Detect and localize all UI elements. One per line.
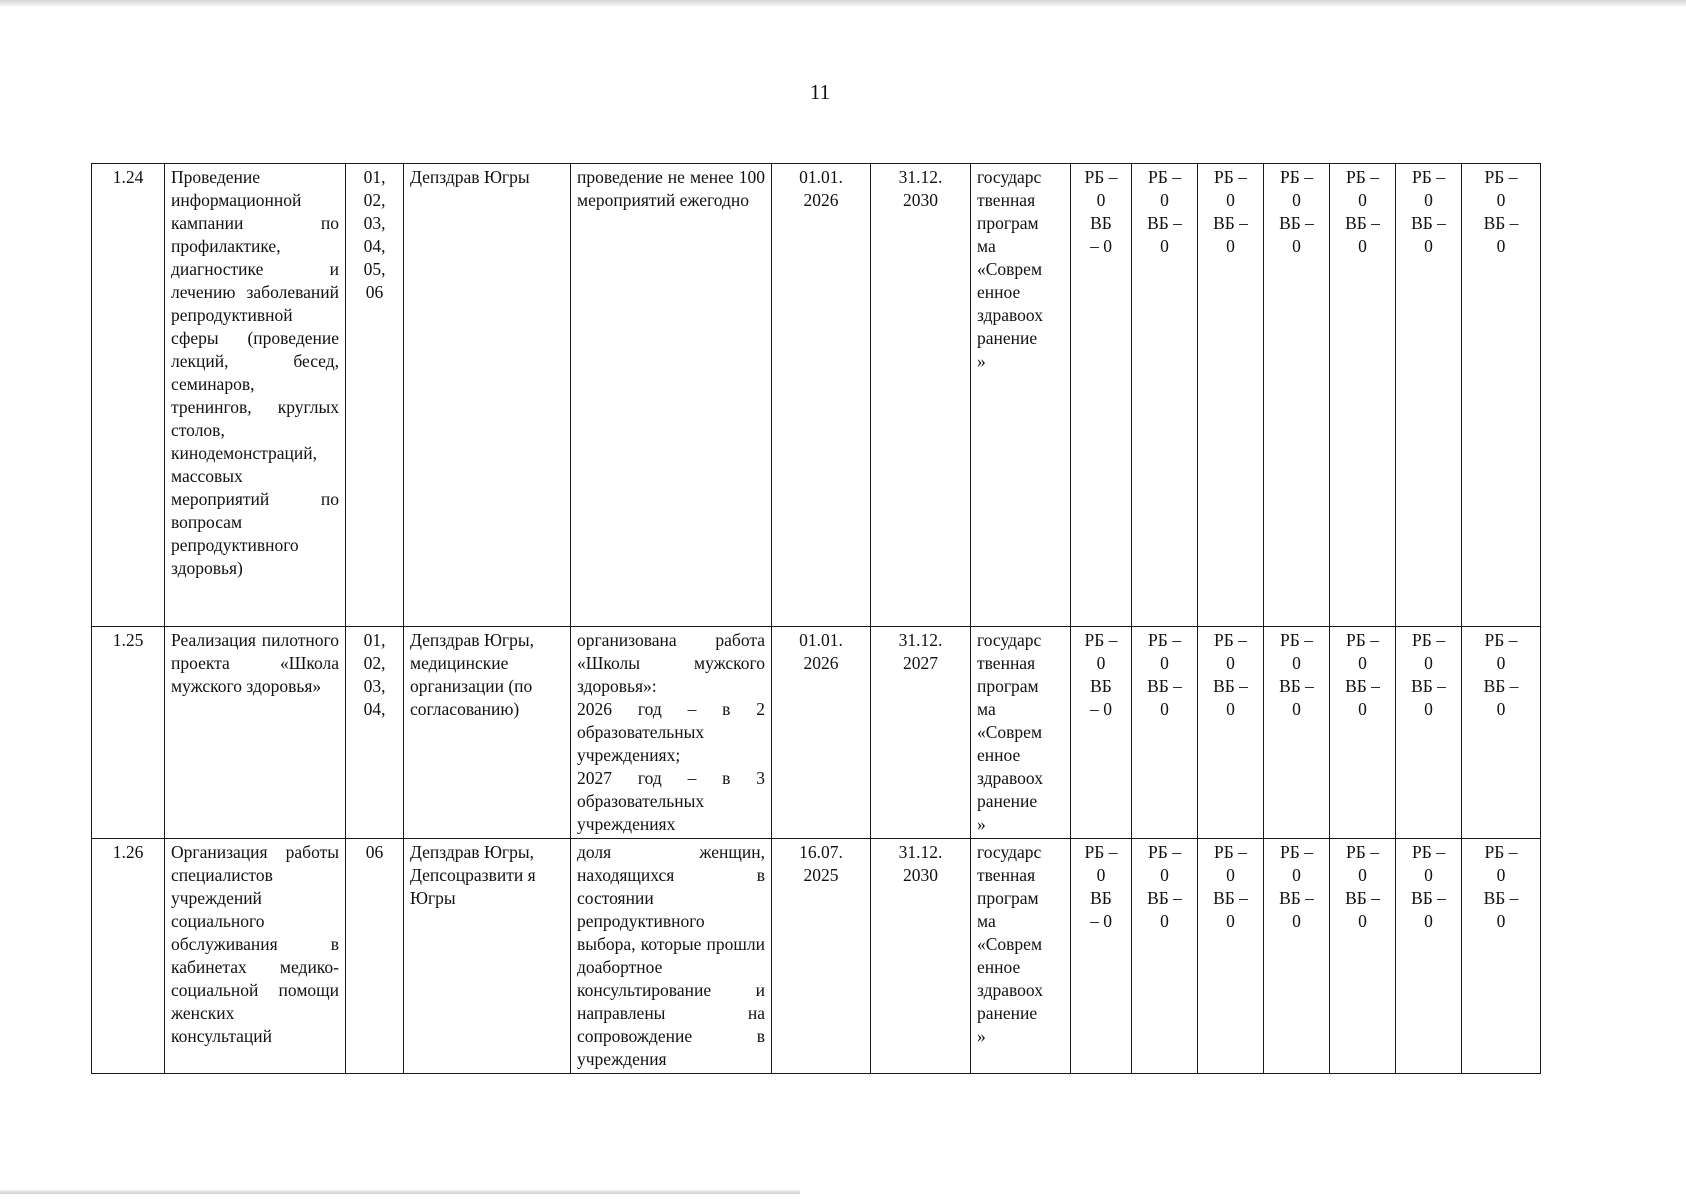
expected-result	[571, 627, 772, 839]
start-date	[772, 627, 871, 839]
start-date-text: 01.01. 2026	[799, 630, 843, 673]
funding-cell-text: РБ – 0 ВБ – 0	[1213, 167, 1248, 256]
funding-cell	[1264, 164, 1330, 627]
end-date	[871, 627, 971, 839]
funding-source-text: государс твенная програм ма «Соврем енное здравоох ранение »	[977, 167, 1043, 371]
end-date	[871, 164, 971, 627]
funding-cell-text: РБ – 0 ВБ – 0	[1084, 630, 1118, 719]
funding-cell-text: РБ – 0 ВБ – 0	[1084, 842, 1118, 931]
row-number: 1.24	[92, 164, 165, 627]
task-codes	[346, 164, 404, 627]
funding-cell-text: РБ – 0 ВБ – 0	[1147, 630, 1182, 719]
funding-cell-text: РБ – 0 ВБ – 0	[1147, 842, 1182, 931]
funding-cell	[1132, 164, 1198, 627]
funding-cell	[1198, 627, 1264, 839]
task-codes-text: 01, 02, 03, 04,	[363, 630, 386, 719]
funding-cell	[1462, 839, 1541, 1074]
table-row	[92, 627, 1541, 839]
funding-cell-text: РБ – 0 ВБ – 0	[1279, 842, 1314, 931]
table-row	[92, 839, 1541, 1074]
measure-name: Реализация пилотного проекта «Школа мужского здоровья»	[165, 627, 346, 839]
task-codes	[346, 839, 404, 1074]
funding-cell-text: РБ – 0 ВБ – 0	[1084, 167, 1118, 256]
funding-cell	[1264, 627, 1330, 839]
funding-cell	[1071, 164, 1132, 627]
funding-source-text: государс твенная програм ма «Соврем енное здравоох ранение »	[977, 630, 1043, 834]
funding-cell-text: РБ – 0 ВБ – 0	[1345, 630, 1380, 719]
expected-result: проведение не менее 100 мероприятий ежегодно	[571, 164, 772, 627]
end-date-text: 31.12. 2030	[898, 842, 943, 885]
funding-cell	[1330, 839, 1396, 1074]
expected-result: доля женщин, находящихся в состоянии репродуктивного выбора, которые прошли доабортное консультирование и направлены на сопровождение в учреждения	[571, 839, 772, 1074]
funding-cell	[1396, 839, 1462, 1074]
funding-cell	[1198, 839, 1264, 1074]
page-number: 11	[809, 80, 831, 104]
funding-cell-text: РБ – 0 ВБ – 0	[1279, 167, 1314, 256]
scan-edge-top	[0, 0, 1686, 6]
funding-cell	[1462, 164, 1541, 627]
scan-edge-bottom	[0, 1190, 800, 1194]
funding-cell-text: РБ – 0 ВБ – 0	[1147, 167, 1182, 256]
start-date	[772, 164, 871, 627]
table-row	[92, 164, 1541, 627]
funding-cell	[1071, 839, 1132, 1074]
funding-cell-text: РБ – 0 ВБ – 0	[1411, 842, 1446, 931]
end-date-text: 31.12. 2030	[898, 167, 943, 210]
funding-source-text: государс твенная програм ма «Соврем енное здравоох ранение »	[977, 842, 1043, 1046]
funding-cell-text: РБ – 0 ВБ – 0	[1213, 842, 1248, 931]
funding-cell	[1264, 839, 1330, 1074]
start-date-text: 16.07. 2025	[799, 842, 843, 885]
row-number: 1.26	[92, 839, 165, 1074]
start-date	[772, 839, 871, 1074]
funding-cell	[1462, 627, 1541, 839]
funding-cell-text: РБ – 0 ВБ – 0	[1411, 167, 1446, 256]
funding-cell	[1396, 627, 1462, 839]
task-codes-text: 01, 02, 03, 04, 05, 06	[363, 167, 386, 302]
funding-cell	[1198, 164, 1264, 627]
funding-cell	[1330, 627, 1396, 839]
funding-cell	[1396, 164, 1462, 627]
responsible-executor: Депздрав Югры, медицинские организации (по согласованию)	[404, 627, 571, 839]
funding-cell-text: РБ – 0 ВБ – 0	[1345, 842, 1380, 931]
end-date	[871, 839, 971, 1074]
funding-cell-text: РБ – 0 ВБ – 0	[1279, 630, 1314, 719]
funding-cell-text: РБ – 0 ВБ – 0	[1483, 167, 1519, 256]
end-date-text: 31.12. 2027	[898, 630, 943, 673]
task-codes-text: 06	[365, 842, 384, 862]
funding-source	[971, 164, 1071, 627]
funding-cell-text: РБ – 0 ВБ – 0	[1483, 842, 1519, 931]
measures-table	[91, 163, 1541, 1074]
row-number: 1.25	[92, 627, 165, 839]
funding-cell	[1132, 839, 1198, 1074]
funding-cell-text: РБ – 0 ВБ – 0	[1411, 630, 1446, 719]
funding-cell-text: РБ – 0 ВБ – 0	[1345, 167, 1380, 256]
funding-cell	[1132, 627, 1198, 839]
responsible-executor: Депздрав Югры	[404, 164, 571, 627]
measure-name: Организация работы специалистов учреждений социального обслуживания в кабинетах медико-социальной помощи женских консультаций	[165, 839, 346, 1074]
funding-source	[971, 839, 1071, 1074]
task-codes	[346, 627, 404, 839]
funding-cell-text: РБ – 0 ВБ – 0	[1213, 630, 1248, 719]
funding-cell	[1071, 627, 1132, 839]
funding-cell	[1330, 164, 1396, 627]
start-date-text: 01.01. 2026	[799, 167, 843, 210]
funding-source	[971, 627, 1071, 839]
funding-cell-text: РБ – 0 ВБ – 0	[1483, 630, 1519, 719]
expected-result-text: организована работа «Школы мужского здоровья»: 2026 год – в 2 образовательных учреждениях; 2027 год – в 3 образовательных учреждениях	[577, 630, 765, 834]
measure-name: Проведение информационной кампании по профилактике, диагностике и лечению заболеваний репродуктивной сферы (проведение лекций, бесед, семинаров, тренингов, круглых столов, кинодемонстраций, массовых мероприятий по вопросам репродуктивного здоровья)	[165, 164, 346, 627]
responsible-executor: Депздрав Югры, Депсоцразвити я Югры	[404, 839, 571, 1074]
